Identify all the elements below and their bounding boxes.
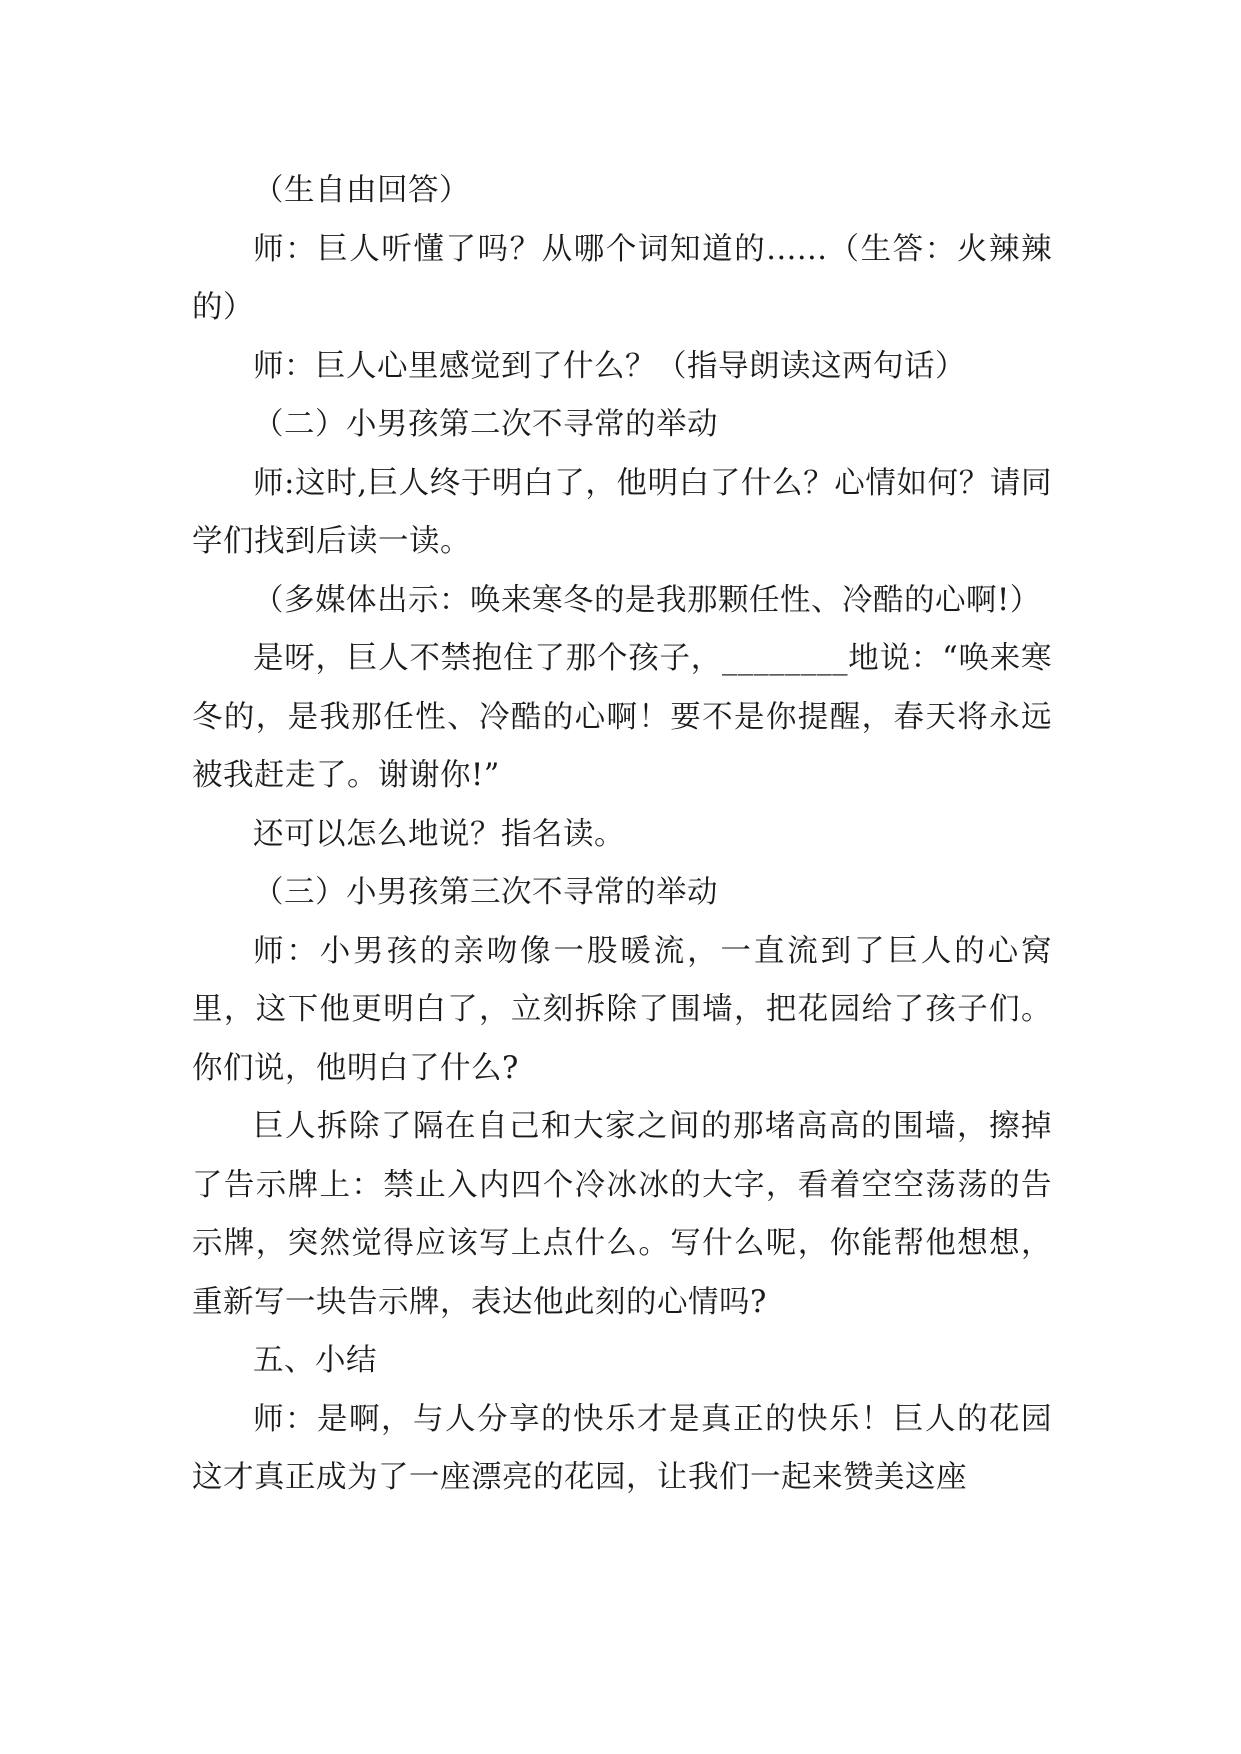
section-heading-2: （二）小男孩第二次不寻常的举动 (253, 407, 718, 442)
section-heading-summary: 五、小结 (253, 1343, 377, 1378)
paragraph-reading-prompt: 还可以怎么地说？指名读。 (253, 816, 625, 852)
paragraph-multimedia: （多媒体出示：唤来寒冬的是我那颗任性、冷酷的心啊!） (253, 582, 1041, 618)
paragraph-teacher-question-3: 师:这时,巨人终于明白了，他明白了什么？心情如何？请同学们找到后读一读。 (192, 465, 1052, 559)
document-page (192, 162, 1052, 1508)
paragraph-teacher-question-2: 师：巨人心里感觉到了什么？（指导朗读这两句话） (253, 348, 966, 384)
paragraph-teacher-question-4: 师：小男孩的亲吻像一股暖流，一直流到了巨人的心窝里，这下他更明白了，立刻拆除了围墙，把花园给了孩子们。你们说，他明白了什么? (192, 933, 1052, 1086)
paragraph-student-answer: （生自由回答） (253, 173, 470, 208)
paragraph-summary: 师：是啊，与人分享的快乐才是真正的快乐！巨人的花园这才真正成为了一座漂亮的花园，让我们一起来赞美这座 (192, 1401, 1052, 1495)
paragraph-signboard-task: 巨人拆除了隔在自己和大家之间的那堵高高的围墙，擦掉了告示牌上：禁止入内四个冷冰冰的大字，看着空空荡荡的告示牌，突然觉得应该写上点什么。写什么呢，你能帮他想想，重新写一块告示牌，表达他此刻的心情吗? (192, 1109, 1052, 1320)
paragraph-giant-speech: 是呀，巨人不禁抱住了那个孩子，________地说：“唤来寒冬的，是我那任性、冷酷的心啊！要不是你提醒，春天将永远被我赶走了。谢谢你!” (192, 641, 1052, 793)
section-heading-3: （三）小男孩第三次不寻常的举动 (253, 875, 718, 910)
paragraph-teacher-question-1: 师：巨人听懂了吗？从哪个词知道的......（生答：火辣辣的） (192, 231, 1052, 325)
